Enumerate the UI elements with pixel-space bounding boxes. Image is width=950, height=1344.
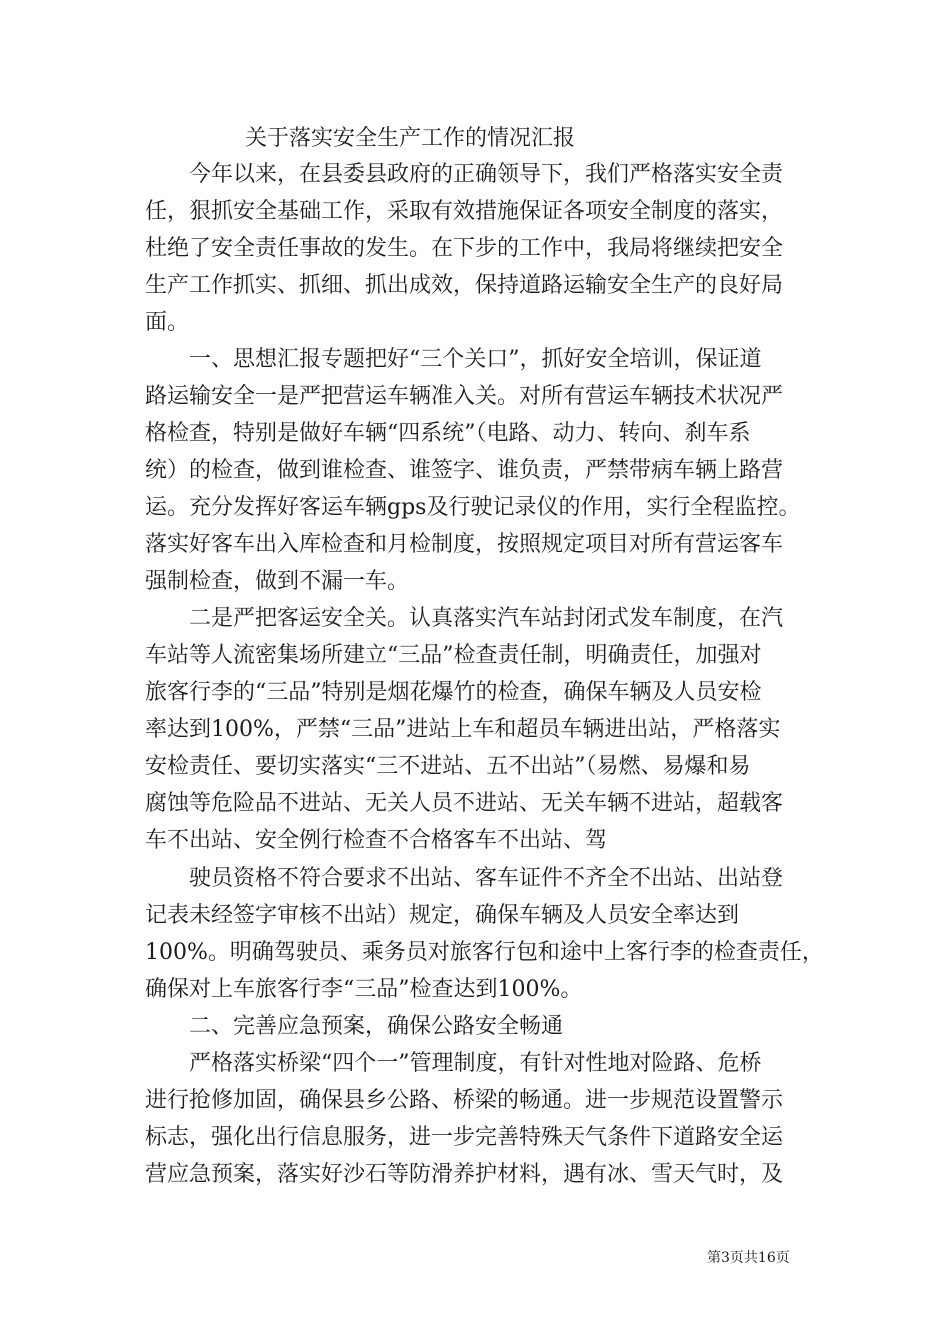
paragraph-line: 车站等人流密集场所建立“三品”检查责任制，明确责任，加强对 — [145, 643, 762, 668]
paragraph-line: 路运输安全一是严把营运车辆准入关。对所有营运车辆技术状况严 — [145, 384, 784, 409]
paragraph-line: 营应急预案，落实好沙石等防滑养护材料，遇有冰、雪天气时，及 — [145, 1162, 784, 1187]
paragraph-line: 统）的检查，做到谁检查、谁签字、谁负责，严禁带病车辆上路营 — [145, 458, 784, 483]
paragraph-line: 运。充分发挥好客运车辆gps及行驶记录仪的作用，实行全程监控。 — [145, 495, 801, 520]
paragraph-line: 驶员资格不符合要求不出站、客车证件不齐全不出站、出站登 — [189, 866, 784, 891]
paragraph-line: 今年以来，在县委县政府的正确领导下，我们严格落实安全责 — [189, 162, 784, 187]
paragraph-line: 格检查，特别是做好车辆“四系统”（电路、动力、转向、刹车系 — [145, 421, 751, 446]
paragraph-line: 落实好客车出入库检查和月检制度，按照规定项目对所有营运客车 — [145, 532, 784, 557]
paragraph-line: 率达到100%，严禁“三品”进站上车和超员车辆进出站，严格落实 — [145, 717, 781, 742]
section-heading: 二、完善应急预案，确保公路安全畅通 — [189, 1014, 564, 1039]
paragraph-line: 旅客行李的“三品”特别是烟花爆竹的检查，确保车辆及人员安检 — [145, 680, 762, 705]
paragraph-line: 二是严把客运安全关。认真落实汽车站封闭式发车制度，在汽 — [189, 606, 784, 631]
paragraph-line: 面。 — [145, 310, 190, 335]
paragraph-line: 100%。明确驾驶员、乘务员对旅客行包和途中上客行李的检查责任， — [145, 940, 824, 965]
paragraph-line: 严格落实桥梁“四个一”管理制度，有针对性地对险路、危桥 — [189, 1051, 762, 1076]
paragraph-line: 杜绝了安全责任事故的发生。在下步的工作中，我局将继续把安全 — [145, 236, 784, 261]
paragraph-line: 强制检查，做到不漏一车。 — [145, 569, 410, 594]
paragraph-line: 任，狠抓安全基础工作，采取有效措施保证各项安全制度的落实， — [145, 199, 784, 224]
document-title: 关于落实安全生产工作的情况汇报 — [245, 126, 576, 151]
page-number-footer: 第3页共16页 — [707, 1250, 790, 1266]
paragraph-line: 进行抢修加固，确保县乡公路、桥梁的畅通。进一步规范设置警示 — [145, 1088, 784, 1113]
paragraph-line: 标志，强化出行信息服务，进一步完善特殊天气条件下道路安全运 — [145, 1125, 784, 1150]
paragraph-line: 车不出站、安全例行检查不合格客车不出站、驾 — [145, 828, 608, 853]
paragraph-line: 安检责任、要切实落实“三不进站、五不出站”（易燃、易爆和易 — [145, 754, 751, 779]
paragraph-line: 一、思想汇报专题把好“三个关口”，抓好安全培训，保证道 — [189, 347, 762, 372]
paragraph-line: 记表未经签字审核不出站）规定，确保车辆及人员安全率达到 — [145, 903, 740, 928]
paragraph-line: 腐蚀等危险品不进站、无关人员不进站、无关车辆不进站，超载客 — [145, 791, 784, 816]
paragraph-line: 生产工作抓实、抓细、抓出成效，保持道路运输安全生产的良好局 — [145, 273, 784, 298]
paragraph-line: 确保对上车旅客行李“三品”检查达到100%。 — [145, 977, 583, 1002]
